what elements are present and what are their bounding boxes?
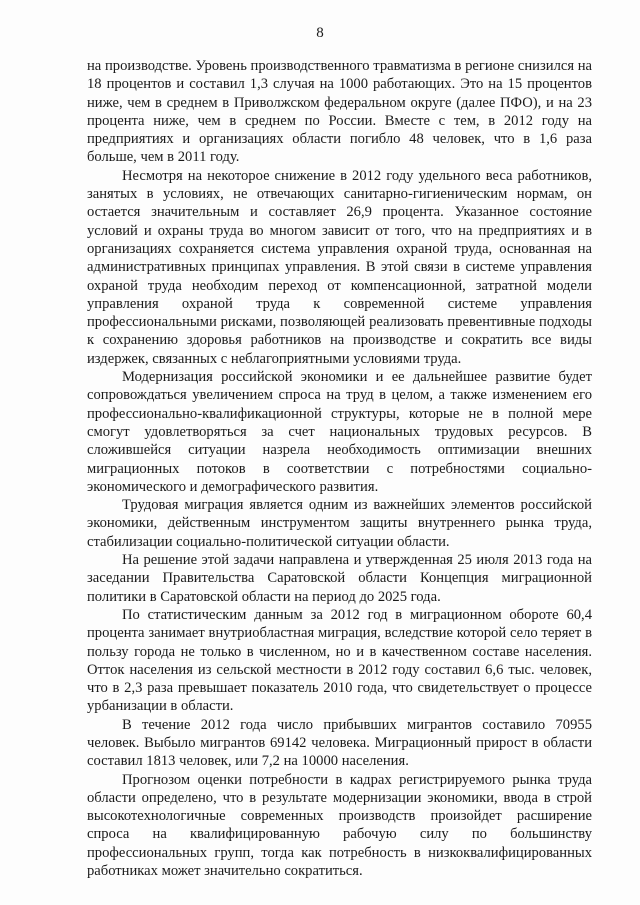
paragraph-modernization: Модернизация российской экономики и ее дальнейшее развитие будет сопровождаться увеличением спроса на труд в целом, а также изменением его профессионально-квалификационной структуры, которые не в полной мере смогут удовлетворяться за счет национальных трудовых ресурсов. В сложившейся ситуации назрела необходимость оптимизации внешних миграционных потоков в соответствии с потребностями социально-экономического и демографического развития.	[87, 369, 592, 495]
document-body	[87, 57, 592, 880]
paragraph-migrants-count: В течение 2012 года число прибывших мигрантов составило 70955 человек. Выбыло мигрантов 69142 человека. Миграционный прирост в области составил 1813 человек, или 7,2 на 10000 населения.	[87, 716, 592, 770]
paragraph-forecast: Прогнозом оценки потребности в кадрах регистрируемого рынка труда области определено, что в результате модернизации экономики, ввода в строй высокотехнологичные современных производств произойдет расширение спроса на квалифицированную рабочую силу по большинству профессиональных групп, тогда как потребность в низкоквалифицированных работниках может значительно сократиться.	[87, 771, 592, 880]
paragraph-statistics: По статистическим данным за 2012 год в миграционном обороте 60,4 процента занимает внутриобластная миграция, вследствие которой село теряет в пользу города не только в численном, но и в качественном составе населения. Отток населения из сельской местности в 2012 году составил 6,6 тыс. человек, что в 2,3 раза превышает показатель 2010 года, что свидетельствует о процессе урбанизации в области.	[87, 606, 592, 715]
paragraph-migration-concept: На решение этой задачи направлена и утвержденная 25 июля 2013 года на заседании Правительства Саратовской области Концепция миграционной политики в Саратовской области на период до 2025 года.	[87, 552, 592, 605]
paragraph-continuation: на производстве. Уровень производственного травматизма в регионе снизился на 18 процентов и составил 1,3 случая на 1000 работающих. Это на 15 процентов ниже, чем в среднем в Приволжском федеральном округе (далее ПФО), и на 23 процента ниже, чем в среднем по России. Вместе с тем, в 2012 году на предприятиях и организациях области погибло 48 человек, что в 1,6 раза больше, чем в 2011 году.	[87, 58, 592, 166]
paragraph-labor-migration: Трудовая миграция является одним из важнейших элементов российской экономики, действенным инструментом защиты внутреннего рынка труда, стабилизации социально-политической ситуации области.	[87, 497, 592, 550]
paragraph-labor-safety: Несмотря на некоторое снижение в 2012 году удельного веса работников, занятых в условиях, не отвечающих санитарно-гигиеническим нормам, он остается значительным и составляет 26,9 процента. Указанное состояние условий и охраны труда во многом зависит от того, что на предприятиях и в организациях сохраняется система управления охраной труда, основанная на административных принципах управления. В этой связи в системе управления охраной труда необходим переход от компенсационной, затратной модели управления охраной труда к современной системе управления профессиональными рисками, позволяющей реализовать превентивные подходы к сохранению здоровья работников на производстве и сократить все виды издержек, связанных с неблагоприятными условиями труда.	[87, 167, 592, 367]
page-number: 8	[316, 25, 324, 41]
